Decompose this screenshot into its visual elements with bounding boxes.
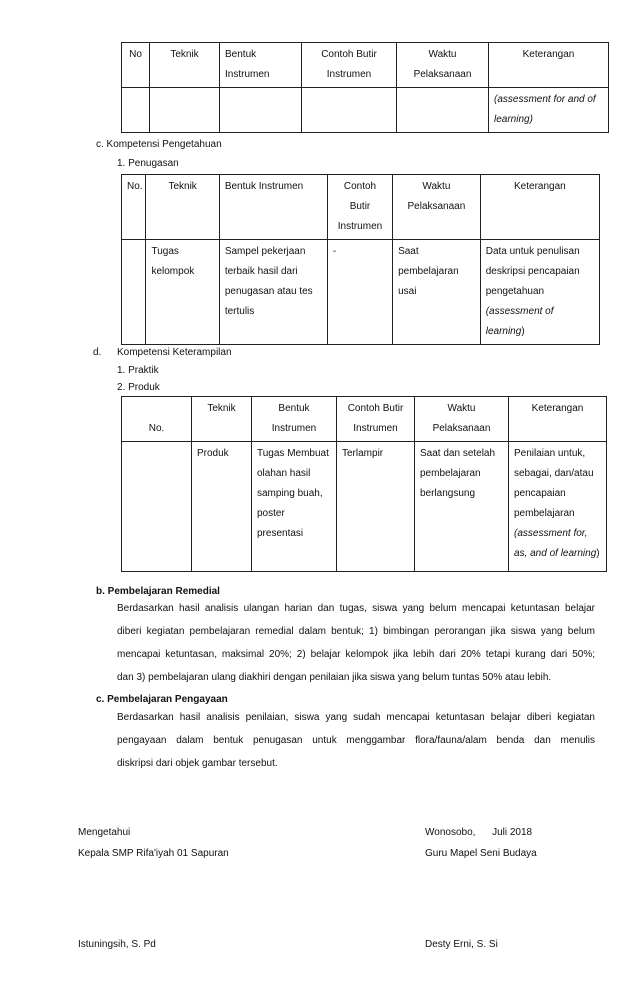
table-cell: Saat dan setelah pembelajaran berlangsung (415, 442, 509, 572)
table-cell (220, 88, 302, 133)
header-keterangan: Keterangan (509, 397, 607, 442)
header-contoh: Contoh Butir Instrumen (327, 175, 392, 240)
pengayaan-line: pengayaan dalam bentuk penugasan untuk menggambar flora/fauna/alam benda dan menulis (117, 735, 595, 746)
remedial-line: diberi kegiatan pembelajaran remedial dalam bentuk; 1) bimbingan perorangan jika siswa yang belum (117, 626, 595, 637)
table-cell: Tugas Membuat olahan hasil samping buah, poster presentasi (252, 442, 337, 572)
header-teknik: Teknik (150, 43, 220, 88)
table-cell (122, 442, 192, 572)
signature-right-name: Desty Erni, S. Si (425, 939, 498, 950)
table-cell: Sampel pekerjaan terbaik hasil dari penugasan atau tes tertulis (219, 240, 327, 345)
signature-left-role: Kepala SMP Rifa'iyah 01 Sapuran (78, 848, 229, 859)
remedial-line: mencapai ketuntasan, maksimal 20%; 2) belajar kelompok jika lebih dari 20% tetapi kurang dari 50%; (117, 649, 595, 660)
signature-right-role: Guru Mapel Seni Budaya (425, 848, 537, 859)
section-c-item-1: 1. Penugasan (117, 158, 179, 169)
section-c-title: c. Kompetensi Pengetahuan (96, 139, 222, 150)
header-bentuk: Bentuk Instrumen (220, 43, 302, 88)
section-d-item-1: 1. Praktik (117, 365, 159, 376)
table-cell: (assessment for and of learning) (489, 88, 609, 133)
pengayaan-line: diskripsi dari objek gambar tersebut. (117, 758, 278, 769)
table-cell (122, 240, 146, 345)
table-cell: Saat pembelajaran usai (393, 240, 481, 345)
table-cell: Tugas kelompok (146, 240, 219, 345)
pengayaan-paragraph (117, 706, 595, 775)
header-waktu: Waktu Pelaksanaan (393, 175, 481, 240)
table-cell: Data untuk penulisan deskripsi pencapaian pengetahuan (assessment of learning) (480, 240, 599, 345)
header-no: No. (122, 175, 146, 240)
section-d-item-2: 2. Produk (117, 382, 160, 393)
assessment-table-continued (121, 42, 609, 133)
section-d-letter: d. (93, 347, 102, 358)
remedial-line: Berdasarkan hasil analisis ulangan harian dan tugas, siswa yang belum mencapai ketuntasan belajar (117, 603, 595, 614)
knowledge-assessment-table (121, 174, 600, 345)
section-d-title: Kompetensi Keterampilan (117, 347, 232, 358)
keterangan-note: (assessment of learning (485, 306, 554, 337)
header-bentuk: Bentuk Instrumen (252, 397, 337, 442)
remedial-line: dan 3) pembelajaran ulang diakhiri dengan penilaian jika siswa yang belum tuntas 50% atau lebih. (117, 672, 552, 683)
header-teknik: Teknik (146, 175, 219, 240)
skill-assessment-table (121, 396, 607, 572)
header-contoh: Contoh Butir Instrumen (337, 397, 415, 442)
table-row (122, 88, 609, 133)
table-cell: Terlampir (337, 442, 415, 572)
pengayaan-line: Berdasarkan hasil analisis penilaian, siswa yang sudah mencapai ketuntasan belajar diberi kegiatan (117, 712, 595, 723)
signature-place-date: Wonosobo, Juli 2018 (425, 827, 533, 838)
header-waktu: Waktu Pelaksanaan (397, 43, 489, 88)
table-cell: Produk (192, 442, 252, 572)
header-keterangan: Keterangan (489, 43, 609, 88)
signature-left-title: Mengetahui (78, 827, 131, 838)
header-no: No. (122, 397, 192, 442)
keterangan-text: Data untuk penulisan deskripsi pencapaian pengetahuan (485, 246, 580, 297)
table-cell (150, 88, 220, 133)
pengayaan-heading: c. Pembelajaran Pengayaan (96, 694, 228, 705)
header-waktu: Waktu Pelaksanaan (415, 397, 509, 442)
table-cell (122, 88, 150, 133)
header-contoh: Contoh Butir Instrumen (302, 43, 397, 88)
table-header-row (122, 397, 607, 442)
table-cell: Penilaian untuk, sebagai, dan/atau pencapaian pembelajaran (assessment for, as, and of learning) (509, 442, 607, 572)
remedial-heading: b. Pembelajaran Remedial (96, 586, 220, 597)
table-header-row (122, 175, 600, 240)
header-bentuk: Bentuk Instrumen (219, 175, 327, 240)
remedial-paragraph (117, 597, 595, 689)
keterangan-note: (assessment for, as, and of learning (514, 528, 597, 559)
header-teknik: Teknik (192, 397, 252, 442)
table-cell: - (327, 240, 392, 345)
keterangan-text: Penilaian untuk, sebagai, dan/atau pencapaian pembelajaran (514, 448, 594, 519)
header-no: No (122, 43, 150, 88)
signature-left-name: Istuningsih, S. Pd (78, 939, 156, 950)
table-cell (302, 88, 397, 133)
table-cell (397, 88, 489, 133)
table-row (122, 442, 607, 572)
header-keterangan: Keterangan (480, 175, 599, 240)
table-row (122, 240, 600, 345)
table-header-row (122, 43, 609, 88)
